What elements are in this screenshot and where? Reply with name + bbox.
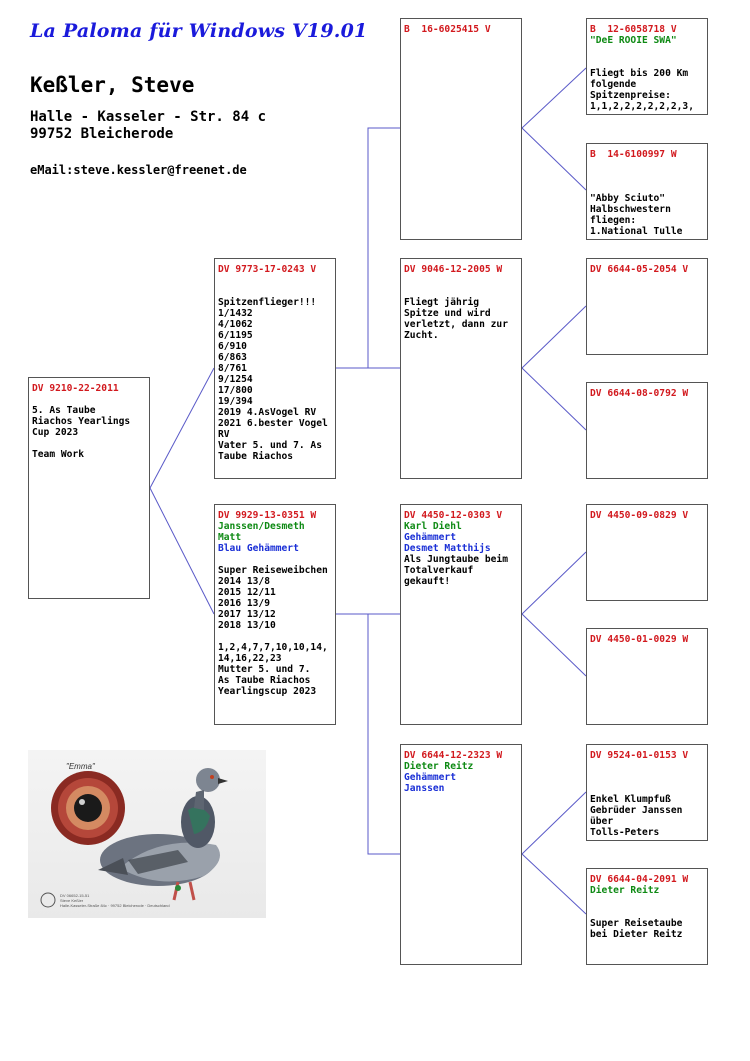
pigeon-photo [28,750,266,918]
ring-number: B 14-6100997 W [590,149,677,160]
blank-line [590,182,704,193]
blank-line [590,160,704,171]
ring-number: DV 6644-12-2323 W [404,750,503,761]
pigeon-card-ddd[interactable] [586,868,708,965]
blank-line [218,275,332,286]
pigeon-note-line: 6/910 [218,341,247,352]
pigeon-note-line: bei Dieter Reitz [590,929,683,940]
pigeon-card-dam-dam[interactable] [400,744,522,965]
photo-caption: "Emma" [66,762,95,771]
blank-line [590,57,704,68]
ring-number: B 12-6058718 V [590,24,677,35]
pigeon-note-line: 2019 4.AsVogel RV [218,407,317,418]
ring-number: DV 9046-12-2005 W [404,264,503,275]
pigeon-note-line: Vater 5. und 7. As [218,440,322,451]
pigeon-note-line: 2021 6.bester Vogel [218,418,328,429]
pigeon-note-line: Blau Gehämmert [218,543,299,554]
pigeon-note-line: Janssen/Desmeth Matt [218,521,311,543]
blank-line [590,171,704,182]
owner-street: Halle - Kasseler - Str. 84 c [30,109,267,125]
pigeon-note-line: Totalverkauf [404,565,474,576]
pigeon-note-line: Desmet Matthijs [404,543,491,554]
ring-number: DV 6644-05-2054 V [590,264,689,275]
pigeon-note-line: Spitzenpreise: [590,90,671,101]
pigeon-card-sss[interactable] [586,18,708,115]
pigeon-note-line: 8/761 [218,363,247,374]
pigeon-note-line: Cup 2023 [32,427,79,438]
pigeon-note-line: Spitzenflieger!!! [218,297,317,308]
ring-number: DV 9210-22-2011 [32,383,119,394]
pigeon-note-line: Riachos Yearlings [32,416,131,427]
pigeon-note-line: As Taube Riachos [218,675,311,686]
ring-number: B 16-6025415 V [404,24,491,35]
blank-line [404,275,518,286]
pigeon-note-line: Enkel Klumpfuß [590,794,671,805]
pigeon-note-line: Halbschwestern [590,204,671,215]
ring-number: DV 9929-13-0351 W [218,510,317,521]
pigeon-note-line: Gehämmert [404,772,456,783]
pigeon-note-line: "Abby Sciuto" [590,193,666,204]
ring-number: DV 9524-01-0153 V [590,750,689,761]
blank-line [218,286,332,297]
pigeon-note-line: 9/1254 [218,374,253,385]
pigeon-note-line: Janssen [404,783,445,794]
pigeon-note-line: 2015 12/11 [218,587,276,598]
pigeon-note-line: 17/800 [218,385,253,396]
pigeon-note-line: Taube Riachos [218,451,294,462]
owner-name: Keßler, Steve [30,73,195,97]
blank-line [590,896,704,907]
pigeon-note-line: Super Reisetaube [590,918,683,929]
pigeon-card-sds[interactable] [586,258,708,355]
pigeon-card-dds[interactable] [586,744,708,841]
pigeon-note-line: fliegen: [590,215,637,226]
pigeon-note-line: 6/1195 [218,330,253,341]
pigeon-note-line: Als Jungtaube beim [404,554,508,565]
pigeon-card-dss[interactable] [586,504,708,601]
pigeon-note-line: Gebrüder Janssen [590,805,683,816]
pigeon-note-line: Team Work [32,449,84,460]
pigeon-note-line: 6/863 [218,352,247,363]
pigeon-note-line: Gehämmert [404,532,456,543]
pigeon-card-dam[interactable] [214,504,336,725]
pigeon-card-sdd[interactable] [586,382,708,479]
pigeon-note-line: Zucht. [404,330,439,341]
pigeon-note-line: 19/394 [218,396,253,407]
pigeon-note-line: Tolls-Peters [590,827,660,838]
photo-owner: Steve Keßler [60,898,84,903]
photo-ring: DV 06652-15-51 [60,893,90,898]
ring-number: DV 4450-12-0303 V [404,510,503,521]
pigeon-note-line: 14,16,22,23 [218,653,282,664]
pigeon-note-line: Fliegt bis 200 Km [590,68,689,79]
ring-number: DV 6644-04-2091 W [590,874,689,885]
pigeon-card-sire[interactable] [214,258,336,479]
blank-line [590,46,704,57]
photo-address: Halle-Kasseler-Straße 84c · 99752 Bleicherode · Deutschland [60,903,170,908]
pigeon-card-dsd[interactable] [586,628,708,725]
blank-line [590,761,704,772]
pigeon-card-self[interactable] [28,377,150,599]
pigeon-note-line: 1,2,4,7,7,10,10,14, [218,642,328,653]
ring-number: DV 4450-09-0829 V [590,510,689,521]
owner-email: eMail:steve.kessler@freenet.de [30,163,247,177]
ring-number: DV 4450-01-0029 W [590,634,689,645]
pigeon-note-line: über [590,816,614,827]
pigeon-note-line: "DeE ROOIE SWA" [590,35,677,46]
pigeon-note-line: folgende [590,79,637,90]
blank-line [218,631,332,642]
app-title: La Paloma für Windows V19.01 [30,20,368,42]
pigeon-note-line: 2017 13/12 [218,609,276,620]
pigeon-note-line: Super Reiseweibchen [218,565,328,576]
blank-line [590,772,704,783]
pigeon-note-line: 1.National Tulle [590,226,683,237]
owner-city: 99752 Bleicherode [30,126,174,142]
blank-line [590,907,704,918]
pigeon-note-line: Spitze und wird [404,308,491,319]
pigeon-note-line: 5. As Taube [32,405,96,416]
pigeon-note-line: 4/1062 [218,319,253,330]
pigeon-note-line: Yearlingscup 2023 [218,686,317,697]
pigeon-note-line: Fliegt jährig [404,297,480,308]
pigeon-card-sire-dam[interactable] [400,258,522,479]
ring-number: DV 9773-17-0243 V [218,264,317,275]
pigeon-note-line: Mutter 5. und 7. [218,664,311,675]
pigeon-card-ssd[interactable] [586,143,708,240]
pigeon-note-line: Dieter Reitz [590,885,660,896]
blank-line [32,438,146,449]
pigeon-note-line: 2018 13/10 [218,620,276,631]
pigeon-note-line: 2016 13/9 [218,598,270,609]
pigeon-note-line: Dieter Reitz [404,761,474,772]
blank-line [590,783,704,794]
blank-line [218,554,332,565]
pigeon-card-dam-sire[interactable] [400,504,522,725]
pigeon-card-sire-sire[interactable] [400,18,522,240]
ring-number: DV 6644-08-0792 W [590,388,689,399]
pigeon-note-line: verletzt, dann zur [404,319,508,330]
blank-line [32,394,146,405]
pigeon-note-line: 2014 13/8 [218,576,270,587]
blank-line [404,286,518,297]
pigeon-note-line: RV [218,429,230,440]
pigeon-note-line: 1/1432 [218,308,253,319]
pigeon-note-line: Karl Diehl [404,521,462,532]
pigeon-note-line: 1,1,2,2,2,2,2,2,3, [590,101,694,112]
pigeon-note-line: gekauft! [404,576,451,587]
